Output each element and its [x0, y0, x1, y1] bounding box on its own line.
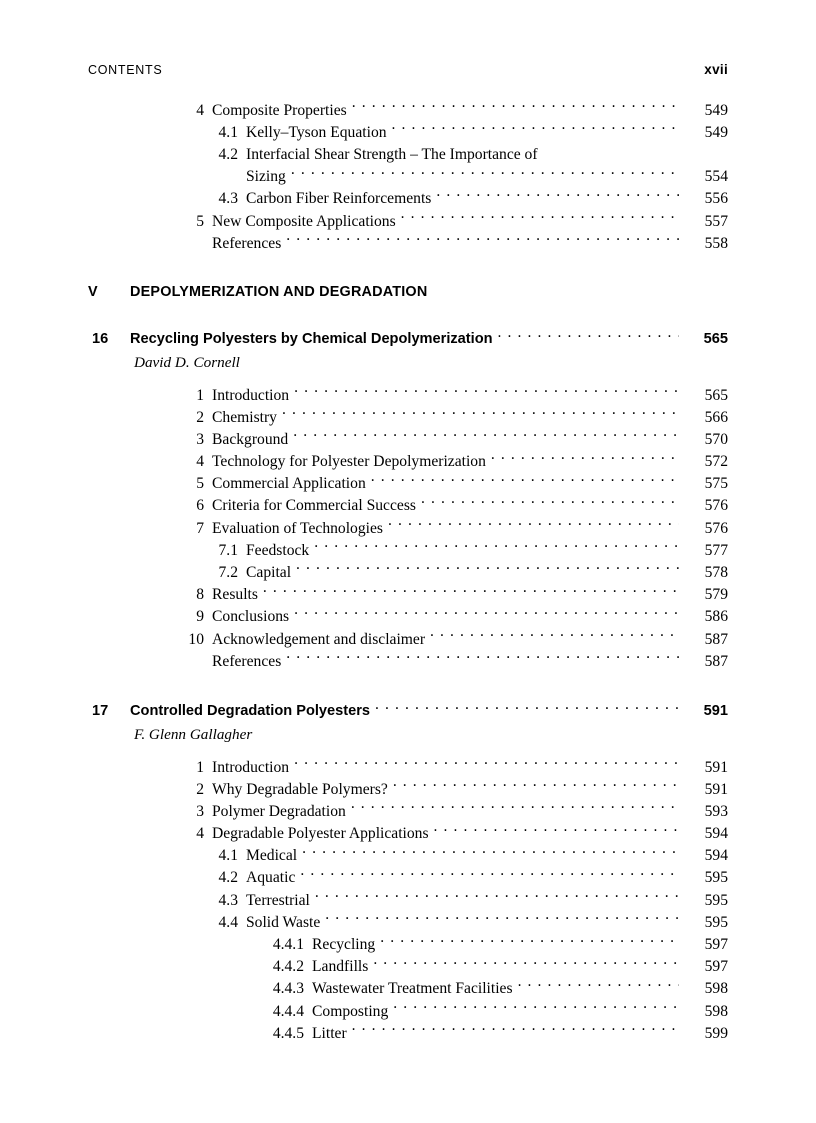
dot-leader	[291, 166, 679, 182]
toc-entry[interactable]	[88, 143, 728, 165]
chapter-page: 565	[703, 330, 728, 347]
toc-entry-label: Background	[212, 430, 289, 448]
dot-leader	[393, 778, 679, 794]
toc-entry[interactable]	[88, 166, 728, 188]
toc-entry[interactable]	[88, 867, 728, 889]
dot-leader	[518, 978, 679, 994]
toc-entry-label: Kelly–Tyson Equation	[246, 123, 387, 141]
toc-entry-number: 1	[196, 758, 204, 776]
chapter-heading[interactable]	[88, 328, 728, 347]
chapter-author: F. Glenn Gallagher	[134, 725, 253, 743]
toc-entry-number: 4.4.1	[272, 936, 304, 954]
toc-entry-page: 554	[704, 168, 728, 186]
chapter-list	[88, 328, 728, 1044]
dot-leader	[282, 406, 679, 422]
toc-entry-label: Recycling	[312, 936, 376, 954]
toc-entry[interactable]	[88, 495, 728, 517]
toc-entry-page: 591	[704, 780, 728, 798]
toc-entry-label: Aquatic	[246, 869, 296, 887]
dot-leader	[352, 1022, 679, 1038]
toc-entry-page: 598	[704, 980, 728, 998]
toc-entry-number: 4.4	[218, 913, 238, 931]
toc-entry-label: References	[212, 652, 282, 670]
toc-entry-label: Litter	[312, 1024, 347, 1042]
toc-entry-page: 549	[704, 123, 728, 141]
chapter-author: David D. Cornell	[134, 353, 240, 371]
toc-entry-number: 10	[188, 630, 204, 648]
toc-entry-number: 4.4.2	[272, 958, 304, 976]
running-head	[88, 62, 728, 77]
toc-entry-label: Carbon Fiber Reinforcements	[246, 190, 432, 208]
toc-entry-page: 572	[704, 453, 728, 471]
dot-leader	[314, 539, 679, 555]
toc-entry-page: 598	[704, 1002, 728, 1020]
dot-leader	[401, 210, 679, 226]
dot-leader	[371, 473, 679, 489]
toc-entry-page: 557	[704, 212, 728, 230]
dot-leader	[375, 700, 679, 715]
toc-entry-number: 4.3	[218, 891, 238, 909]
toc-entry[interactable]	[88, 756, 728, 778]
running-head-title: CONTENTS	[88, 63, 163, 77]
toc-entry[interactable]	[88, 778, 728, 800]
dot-leader	[293, 428, 679, 444]
toc-entry-page: 595	[704, 913, 728, 931]
toc-entry[interactable]	[88, 911, 728, 933]
toc-entry-number: 5	[196, 475, 204, 493]
toc-entry-label: New Composite Applications	[212, 212, 396, 230]
toc-entry-number: 2	[196, 408, 204, 426]
toc-entry-number: 3	[196, 430, 204, 448]
toc-entry[interactable]	[88, 889, 728, 911]
toc-entry-label: Commercial Application	[212, 475, 366, 493]
chapter-title: Controlled Degradation Polyesters	[130, 702, 371, 719]
dot-leader	[392, 121, 679, 137]
toc-entry-page: 599	[704, 1024, 728, 1042]
toc-entry-number: 7.1	[218, 541, 238, 559]
toc-entry-page: 578	[704, 564, 728, 581]
dot-leader	[302, 845, 679, 861]
toc-entry-number: 4	[196, 453, 204, 471]
toc-entry-page: 593	[704, 802, 728, 820]
toc-entry-page: 549	[704, 101, 728, 119]
dot-leader	[296, 561, 679, 577]
dot-leader	[373, 956, 679, 972]
dot-leader	[263, 584, 679, 600]
toc-entry[interactable]	[88, 956, 728, 978]
toc-entry-label: Criteria for Commercial Success	[212, 497, 416, 515]
dot-leader	[434, 823, 679, 839]
toc-entry-label: Chemistry	[212, 408, 277, 426]
dot-leader	[294, 606, 679, 622]
toc-entry[interactable]	[88, 978, 728, 1000]
toc-entry-label: Landfills	[312, 958, 369, 976]
dot-leader	[436, 188, 679, 204]
toc-entry-page: 597	[704, 958, 728, 976]
toc-entry-number: 4.4.5	[272, 1024, 304, 1042]
toc-entry-number: 4	[196, 101, 204, 119]
toc-entry-label: Solid Waste	[246, 913, 321, 931]
toc-entry-label: Technology for Polyester Depolymerization	[212, 453, 486, 471]
dot-leader	[430, 628, 679, 644]
toc-entry-number: 4.1	[218, 123, 238, 141]
dot-leader	[388, 517, 679, 533]
toc-entry[interactable]	[88, 428, 728, 450]
toc-entry-number: 4.2	[218, 145, 238, 163]
toc-entry-page: 586	[704, 608, 728, 626]
dot-leader	[315, 889, 679, 905]
toc-entry-number: 4.1	[218, 847, 238, 865]
toc-entry-label: Feedstock	[246, 541, 310, 559]
toc-entry-page: 565	[704, 386, 728, 404]
toc-entry[interactable]	[88, 800, 728, 822]
toc-entry-label: Composite Properties	[212, 101, 347, 119]
toc-entry-label: Terrestrial	[246, 891, 310, 909]
toc-entry-label: Degradable Polyester Applications	[212, 825, 429, 843]
toc-entry-number: 4	[196, 825, 204, 843]
toc-entry-label: Wastewater Treatment Facilities	[312, 980, 513, 998]
toc-entry[interactable]	[88, 823, 728, 845]
toc-entry[interactable]	[88, 933, 728, 955]
toc-entry[interactable]	[88, 384, 728, 406]
toc-entry[interactable]	[88, 517, 728, 539]
part-heading	[88, 284, 728, 300]
toc-entry-label: Composting	[312, 1002, 389, 1020]
toc-entry-number: 6	[196, 497, 204, 515]
toc-entry-number: 2	[196, 780, 204, 798]
dot-leader	[286, 650, 679, 666]
dot-leader	[393, 1000, 679, 1016]
toc-entry-page: 591	[704, 758, 728, 776]
toc-entry-page: 587	[704, 652, 728, 670]
dot-leader	[294, 384, 679, 400]
chapter-number: 17	[92, 702, 109, 719]
toc-entry[interactable]	[88, 584, 728, 606]
toc-entry-number: 3	[196, 802, 204, 820]
toc-entry-number: 4.4.4	[272, 1002, 304, 1020]
toc-entry-label: Why Degradable Polymers?	[212, 780, 388, 798]
toc-entry[interactable]	[88, 99, 728, 121]
toc-entry-label: Conclusions	[212, 608, 290, 626]
dot-leader	[498, 328, 679, 343]
part-title: DEPOLYMERIZATION AND DEGRADATION	[130, 284, 428, 301]
toc-entry[interactable]	[88, 450, 728, 472]
toc-entry-number: 4.4.3	[272, 980, 304, 998]
toc-entry[interactable]	[88, 210, 728, 232]
toc-entry-page: 570	[704, 430, 728, 448]
dot-leader	[300, 867, 679, 883]
toc-entry-page: 595	[704, 891, 728, 909]
toc-entry-label: Medical	[246, 847, 298, 865]
toc-entry-page: 575	[704, 475, 728, 493]
toc-entry-label: References	[212, 234, 282, 252]
toc-entry-page: 587	[704, 630, 728, 648]
toc-entry-page: 558	[704, 234, 728, 252]
dot-leader	[351, 800, 679, 816]
toc-entry-number: 8	[196, 586, 204, 604]
dot-leader	[421, 495, 679, 511]
toc-entry-number: 9	[196, 608, 204, 626]
toc-entry-label: Introduction	[212, 758, 290, 776]
toc-entry-label: Capital	[246, 564, 292, 581]
toc-entry[interactable]	[88, 561, 728, 583]
toc-entry[interactable]	[88, 1000, 728, 1022]
toc-entry-page: 594	[704, 825, 728, 843]
dot-leader	[294, 756, 679, 772]
toc-entry-label: Acknowledgement and disclaimer	[212, 630, 426, 648]
toc-entry[interactable]	[88, 539, 728, 561]
toc-entry-number: 5	[196, 212, 204, 230]
toc-entry[interactable]	[88, 406, 728, 428]
chapter-heading[interactable]	[88, 700, 728, 719]
toc-entry-label: Evaluation of Technologies	[212, 519, 383, 537]
dot-leader	[286, 232, 679, 248]
toc-entry-page: 577	[704, 541, 728, 559]
toc-entry-page: 576	[704, 497, 728, 515]
toc-entry[interactable]	[88, 650, 728, 672]
dot-leader	[352, 99, 679, 115]
toc-entry-number: 4.2	[218, 869, 238, 887]
toc-entry-page: 595	[704, 869, 728, 887]
toc-entry[interactable]	[88, 628, 728, 650]
toc-entry[interactable]	[88, 606, 728, 628]
chapter-page: 591	[703, 702, 728, 719]
toc-entry-label: Results	[212, 586, 258, 604]
toc-entry-number: 7.2	[218, 564, 238, 581]
page-content	[88, 62, 728, 1044]
toc-entry-page: 566	[704, 408, 728, 426]
dot-leader	[325, 911, 679, 927]
dot-leader	[491, 450, 679, 466]
dot-leader	[543, 143, 679, 159]
toc-entry-page: 556	[704, 190, 728, 208]
toc-entry[interactable]	[88, 845, 728, 867]
toc-entry-page: 579	[704, 586, 728, 604]
continued-chapter-entries	[88, 99, 728, 254]
chapter-number: 16	[92, 330, 109, 347]
toc-entry[interactable]	[88, 473, 728, 495]
toc-entry-label: Interfacial Shear Strength – The Importance of	[246, 145, 538, 163]
chapter-title: Recycling Polyesters by Chemical Depolymerization	[130, 330, 493, 347]
toc-entry[interactable]	[88, 121, 728, 143]
toc-entry[interactable]	[88, 1022, 728, 1044]
toc-entry[interactable]	[88, 232, 728, 254]
toc-entry-label: Sizing	[246, 168, 286, 186]
toc-entry-label: Introduction	[212, 386, 290, 404]
dot-leader	[380, 933, 679, 949]
toc-entry-page: 594	[704, 847, 728, 865]
page-folio: xvii	[704, 62, 728, 77]
toc-entry-number: 7	[196, 519, 204, 537]
toc-entry-page: 597	[704, 936, 728, 954]
toc-entry-number: 4.3	[218, 190, 238, 208]
toc-entry-number: 1	[196, 386, 204, 404]
part-number: V	[88, 284, 98, 301]
toc-entry-label: Polymer Degradation	[212, 802, 346, 820]
toc-entry[interactable]	[88, 188, 728, 210]
toc-entry-page: 576	[704, 519, 728, 537]
